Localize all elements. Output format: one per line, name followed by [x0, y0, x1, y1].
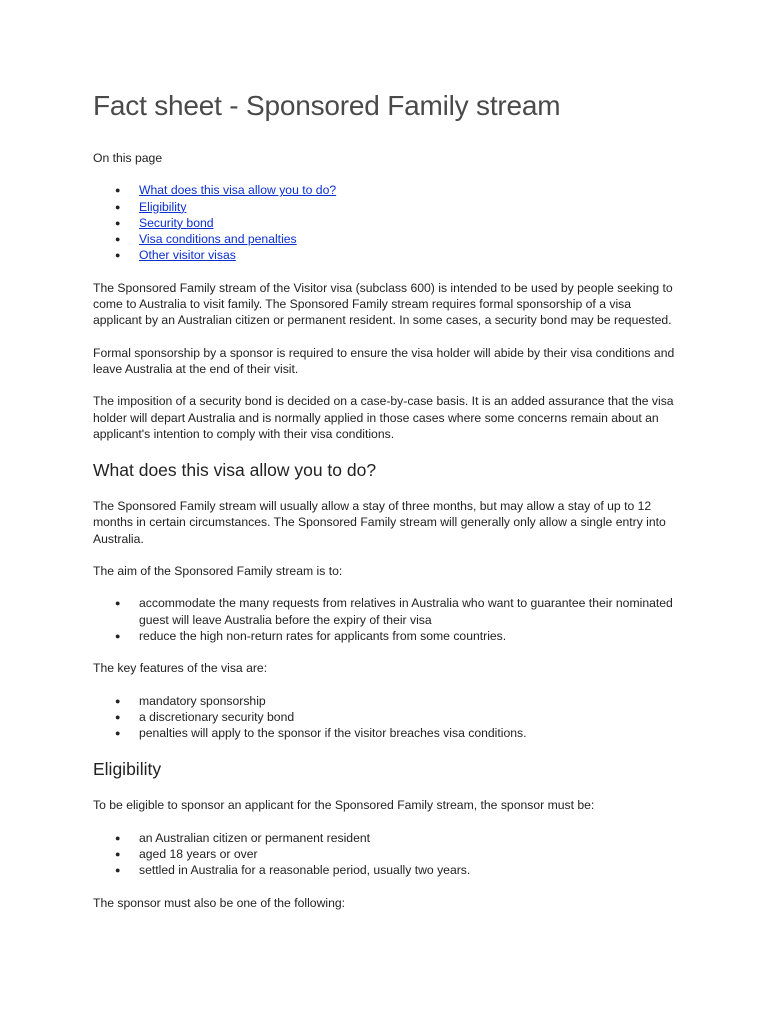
list-item-text: a discretionary security bond	[139, 709, 295, 724]
list-item-text: mandatory sponsorship	[139, 693, 266, 708]
list-item-text: an Australian citizen or permanent resident	[139, 830, 371, 845]
aim-intro: The aim of the Sponsored Family stream is to:	[93, 564, 343, 579]
intro-paragraph: The imposition of a security bond is decided on a case-by-case basis. It is an added assurance that the visa holder will depart Australia and is normally applied in those cases where some concerns remain about an applicant's intention to comply with their visa conditions.	[93, 394, 674, 441]
toc-link-other-visitor-visas[interactable]: Other visitor visas	[139, 248, 236, 263]
bullet-icon: ●	[115, 185, 121, 196]
allow-paragraph: The Sponsored Family stream will usually allow a stay of three months, but may allow a stay of up to 12 months in certain circumstances. The Sponsored Family stream will generally only allow a single entry into Australia.	[93, 499, 666, 546]
bullet-icon: ●	[115, 217, 121, 228]
toc-item	[93, 215, 683, 231]
list-item	[93, 846, 683, 862]
list-item	[93, 709, 683, 725]
bullet-icon: ●	[115, 250, 121, 261]
bullet-icon: ●	[115, 832, 121, 843]
list-item-text: settled in Australia for a reasonable period, usually two years.	[139, 863, 471, 878]
toc-item	[93, 247, 683, 263]
toc-link-eligibility[interactable]: Eligibility	[139, 199, 187, 214]
intro-paragraph: The Sponsored Family stream of the Visitor visa (subclass 600) is intended to be used by people seeking to come to Australia to visit family. The Sponsored Family stream requires formal sponsorship of a visa applicant by an Australian citizen or permanent resident. In some cases, a security bond may be requested.	[93, 280, 673, 328]
section-heading-eligibility: Eligibility	[93, 759, 162, 780]
bullet-icon: ●	[115, 849, 121, 860]
toc-item	[93, 182, 683, 198]
bullet-icon: ●	[115, 865, 121, 876]
list-item-text: accommodate the many requests from relatives in Australia who want to guarantee their nominated guest will leave Australia before the expiry of their visa	[139, 596, 673, 627]
on-this-page-label: On this page	[93, 151, 163, 165]
list-item	[93, 830, 683, 846]
features-intro: The key features of the visa are:	[93, 661, 268, 676]
list-item	[93, 725, 683, 741]
table-of-contents	[93, 182, 683, 263]
toc-link-what-does-visa-allow[interactable]: What does this visa allow you to do?	[139, 183, 337, 198]
list-item	[93, 693, 683, 709]
bullet-icon: ●	[115, 598, 121, 609]
toc-link-security-bond[interactable]: Security bond	[139, 215, 214, 230]
eligibility-intro: To be eligible to sponsor an applicant for the Sponsored Family stream, the sponsor must be:	[93, 798, 595, 813]
features-list	[93, 693, 683, 742]
page-title: Fact sheet - Sponsored Family stream	[93, 90, 561, 121]
aims-list	[93, 595, 683, 644]
bullet-icon: ●	[115, 201, 121, 212]
document-page	[93, 86, 683, 927]
toc-link-visa-conditions[interactable]: Visa conditions and penalties	[139, 232, 297, 247]
bullet-icon: ●	[115, 630, 121, 641]
sponsor-also-paragraph: The sponsor must also be one of the following:	[93, 895, 346, 910]
eligibility-list	[93, 830, 683, 879]
toc-item	[93, 199, 683, 215]
toc-item	[93, 231, 683, 247]
list-item	[93, 595, 683, 628]
bullet-icon: ●	[115, 711, 121, 722]
list-item	[93, 862, 683, 878]
bullet-icon: ●	[115, 728, 121, 739]
list-item-text: aged 18 years or over	[139, 847, 258, 862]
list-item	[93, 628, 683, 644]
section-heading-what-does-visa-allow: What does this visa allow you to do?	[93, 460, 377, 481]
list-item-text: penalties will apply to the sponsor if the visitor breaches visa conditions.	[139, 726, 527, 741]
bullet-icon: ●	[115, 234, 121, 245]
intro-paragraph: Formal sponsorship by a sponsor is required to ensure the visa holder will abide by their visa conditions and leave Australia at the end of their visit.	[93, 345, 675, 376]
bullet-icon: ●	[115, 695, 121, 706]
list-item-text: reduce the high non-return rates for applicants from some countries.	[139, 628, 507, 643]
